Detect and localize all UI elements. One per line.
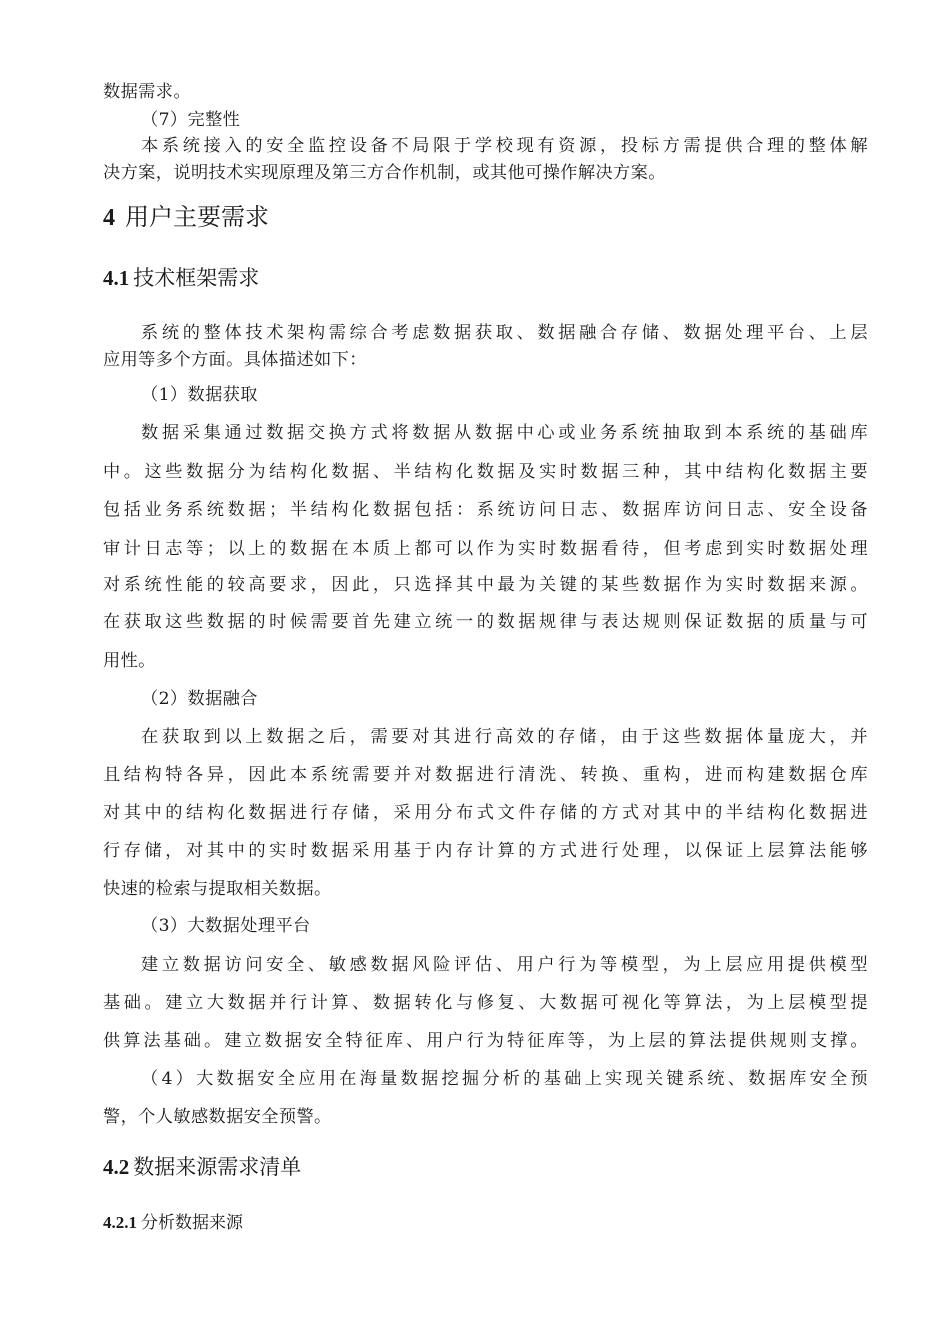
paragraph-line: 在获取这些数据的时候需要首先建立统一的数据规律与表达规则保证数据的质量与可 <box>103 612 868 632</box>
section-number: 4 <box>103 205 115 231</box>
section-heading-4-2 <box>103 1152 301 1182</box>
paragraph-line: 警，个人敏感数据安全预警。 <box>103 1107 332 1127</box>
list-item-label: （7）完整性 <box>141 110 241 130</box>
paragraph-line: 用性。 <box>103 651 156 671</box>
section-title: 技术框架需求 <box>133 266 260 290</box>
section-number: 4.1 <box>103 266 130 290</box>
paragraph-line: 对其中的结构化数据进行存储，采用分布式文件存储的方式对其中的半结构化数据进 <box>103 803 868 823</box>
paragraph-line: 应用等多个方面。具体描述如下： <box>103 350 367 370</box>
paragraph-line: 快速的检索与提取相关数据。 <box>103 879 332 899</box>
paragraph-line: 且结构特各异，因此本系统需要并对数据进行清洗、转换、重构，进而构建数据仓库 <box>103 765 868 785</box>
section-heading-4-1 <box>103 263 259 293</box>
list-item-label: （2）数据融合 <box>141 689 258 709</box>
paragraph-line: 数据需求。 <box>103 82 191 102</box>
paragraph-line: 数据采集通过数据交换方式将数据从数据中心或业务系统抽取到本系统的基础库 <box>141 423 868 443</box>
paragraph-line: 决方案，说明技术实现原理及第三方合作机制，或其他可操作解决方案。 <box>103 163 666 183</box>
section-title: 数据来源需求清单 <box>133 1155 302 1179</box>
list-item-label: （3）大数据处理平台 <box>141 916 311 936</box>
paragraph-line: 供算法基础。建立数据安全特征库、用户行为特征库等，为上层的算法提供规则支撑。 <box>103 1031 868 1051</box>
section-title: 分析数据来源 <box>141 1213 243 1233</box>
paragraph-line: 本系统接入的安全监控设备不局限于学校现有资源，投标方需提供合理的整体解 <box>141 136 868 156</box>
list-item-label: （1）数据获取 <box>141 385 258 405</box>
paragraph-line: 行存储，对其中的实时数据采用基于内存计算的方式进行处理，以保证上层算法能够 <box>103 841 868 861</box>
section-number: 4.2 <box>103 1155 130 1179</box>
paragraph-line: 系统的整体技术架构需综合考虑数据获取、数据融合存储、数据处理平台、上层 <box>141 323 868 343</box>
paragraph-line: 中。这些数据分为结构化数据、半结构化数据及实时数据三种，其中结构化数据主要 <box>103 462 868 482</box>
paragraph-line: 审计日志等；以上的数据在本质上都可以作为实时数据看待，但考虑到实时数据处理 <box>103 539 868 559</box>
section-heading-4 <box>103 201 269 234</box>
section-heading-4-2-1 <box>103 1211 243 1235</box>
paragraph-line: 在获取到以上数据之后，需要对其进行高效的存储，由于这些数据体量庞大，并 <box>141 727 868 747</box>
paragraph-line: 建立数据访问安全、敏感数据风险评估、用户行为等模型，为上层应用提供模型 <box>141 955 868 975</box>
paragraph-line: 基础。建立大数据并行计算、数据转化与修复、大数据可视化等算法，为上层模型提 <box>103 993 868 1013</box>
paragraph-line: 包括业务系统数据；半结构化数据包括：系统访问日志、数据库访问日志、安全设备 <box>103 500 868 520</box>
section-title: 用户主要需求 <box>125 203 269 231</box>
paragraph-line: 对系统性能的较高要求，因此，只选择其中最为关键的某些数据作为实时数据来源。 <box>103 575 868 595</box>
paragraph-line: （4）大数据安全应用在海量数据挖掘分析的基础上实现关键系统、数据库安全预 <box>141 1069 868 1089</box>
section-number: 4.2.1 <box>103 1213 137 1232</box>
